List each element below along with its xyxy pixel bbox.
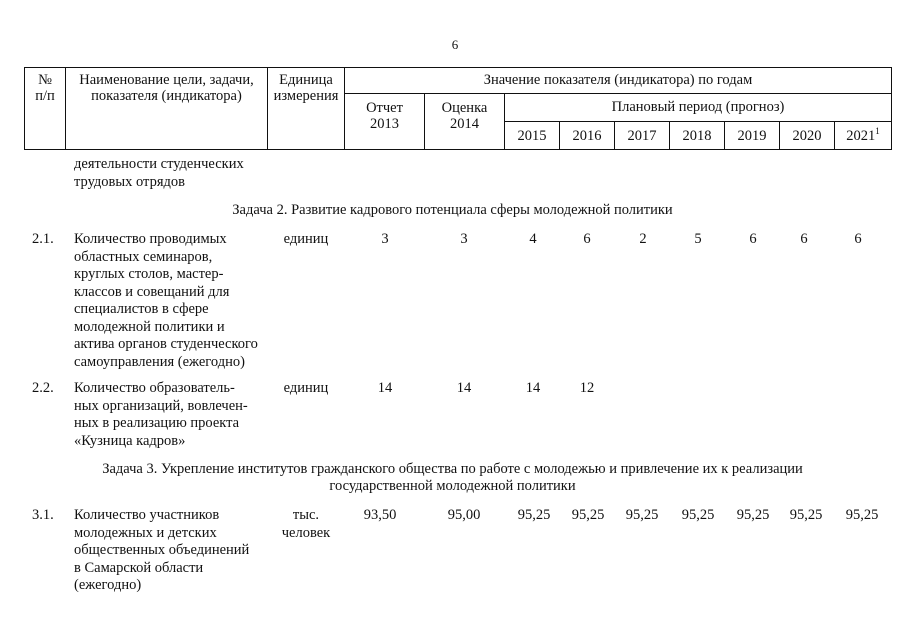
header-name: Наименование цели, задачи, показателя (индикатора) <box>79 72 254 104</box>
unit: тыс. человек <box>281 507 331 541</box>
value-2020: 6 <box>800 231 808 247</box>
value-2017: 2 <box>639 231 647 247</box>
value-2013: 93,50 <box>363 507 397 523</box>
value-2021: 6 <box>854 231 862 247</box>
row-number: 3.1. <box>32 507 54 523</box>
header-year: 2018 <box>682 128 712 144</box>
value-2014: 14 <box>456 380 472 396</box>
value-2015: 14 <box>525 380 541 396</box>
task-title: Задача 2. Развитие кадрового потенциала сферы молодежной политики <box>232 202 673 218</box>
value-2016: 6 <box>583 231 591 247</box>
table-header <box>24 67 892 150</box>
header-year-2021: 2021$^1$ <box>846 126 880 144</box>
value-2016: 95,25 <box>571 507 605 523</box>
header-plan-period: Плановый период (прогноз) <box>611 99 785 115</box>
header-year: 2019 <box>737 128 767 144</box>
value-2020: 95,25 <box>789 507 823 523</box>
footnote-mark: 1 <box>875 126 880 137</box>
value-2013: 14 <box>377 380 393 396</box>
unit: единиц <box>283 231 329 247</box>
value-2015: 95,25 <box>517 507 551 523</box>
header-year: 2020 <box>792 128 822 144</box>
row-number: 2.2. <box>32 380 54 396</box>
task-title: Задача 3. Укрепление институтов гражданского общества по работе с молодежью и привлечение их к реализации государственной молодежной политики <box>102 461 803 494</box>
value-2016: 12 <box>579 380 595 396</box>
value-2019: 95,25 <box>736 507 770 523</box>
header-year: 2016 <box>572 128 602 144</box>
header-estimate-2014: Оценка 2014 <box>441 100 488 132</box>
value-2017: 95,25 <box>625 507 659 523</box>
value-2014: 95,00 <box>447 507 481 523</box>
header-year: 2017 <box>627 128 657 144</box>
continuation-text: деятельности студенческих трудовых отрядов <box>74 156 244 190</box>
unit: единиц <box>283 380 329 396</box>
header-unit: Единица измерения <box>273 72 339 104</box>
value-2021: 95,25 <box>845 507 879 523</box>
header-num: № п/п <box>35 72 55 104</box>
header-values: Значение показателя (индикатора) по годам <box>483 72 753 88</box>
value-2018: 95,25 <box>681 507 715 523</box>
header-report-2013: Отчет 2013 <box>366 100 403 132</box>
indicator-name: Количество участников молодежных и детских общественных объединений в Самарской области (ежегодно) <box>74 507 250 593</box>
row-number: 2.1. <box>32 231 54 247</box>
value-2013: 3 <box>381 231 389 247</box>
header-year: 2015 <box>517 128 547 144</box>
value-2019: 6 <box>749 231 757 247</box>
value-2018: 5 <box>694 231 702 247</box>
indicator-name: Количество образователь- ных организаций, вовлечен- ных в реализацию проекта «Кузница кадров» <box>74 380 248 449</box>
value-2015: 4 <box>529 231 537 247</box>
value-2014: 3 <box>460 231 468 247</box>
indicator-name: Количество проводимых областных семинаров, круглых столов, мастер- классов и совещаний для специалистов в сфере молодежной политики и актива органов студенческого самоуправления (ежегодно) <box>74 231 258 370</box>
page-number: 6 <box>451 37 459 52</box>
